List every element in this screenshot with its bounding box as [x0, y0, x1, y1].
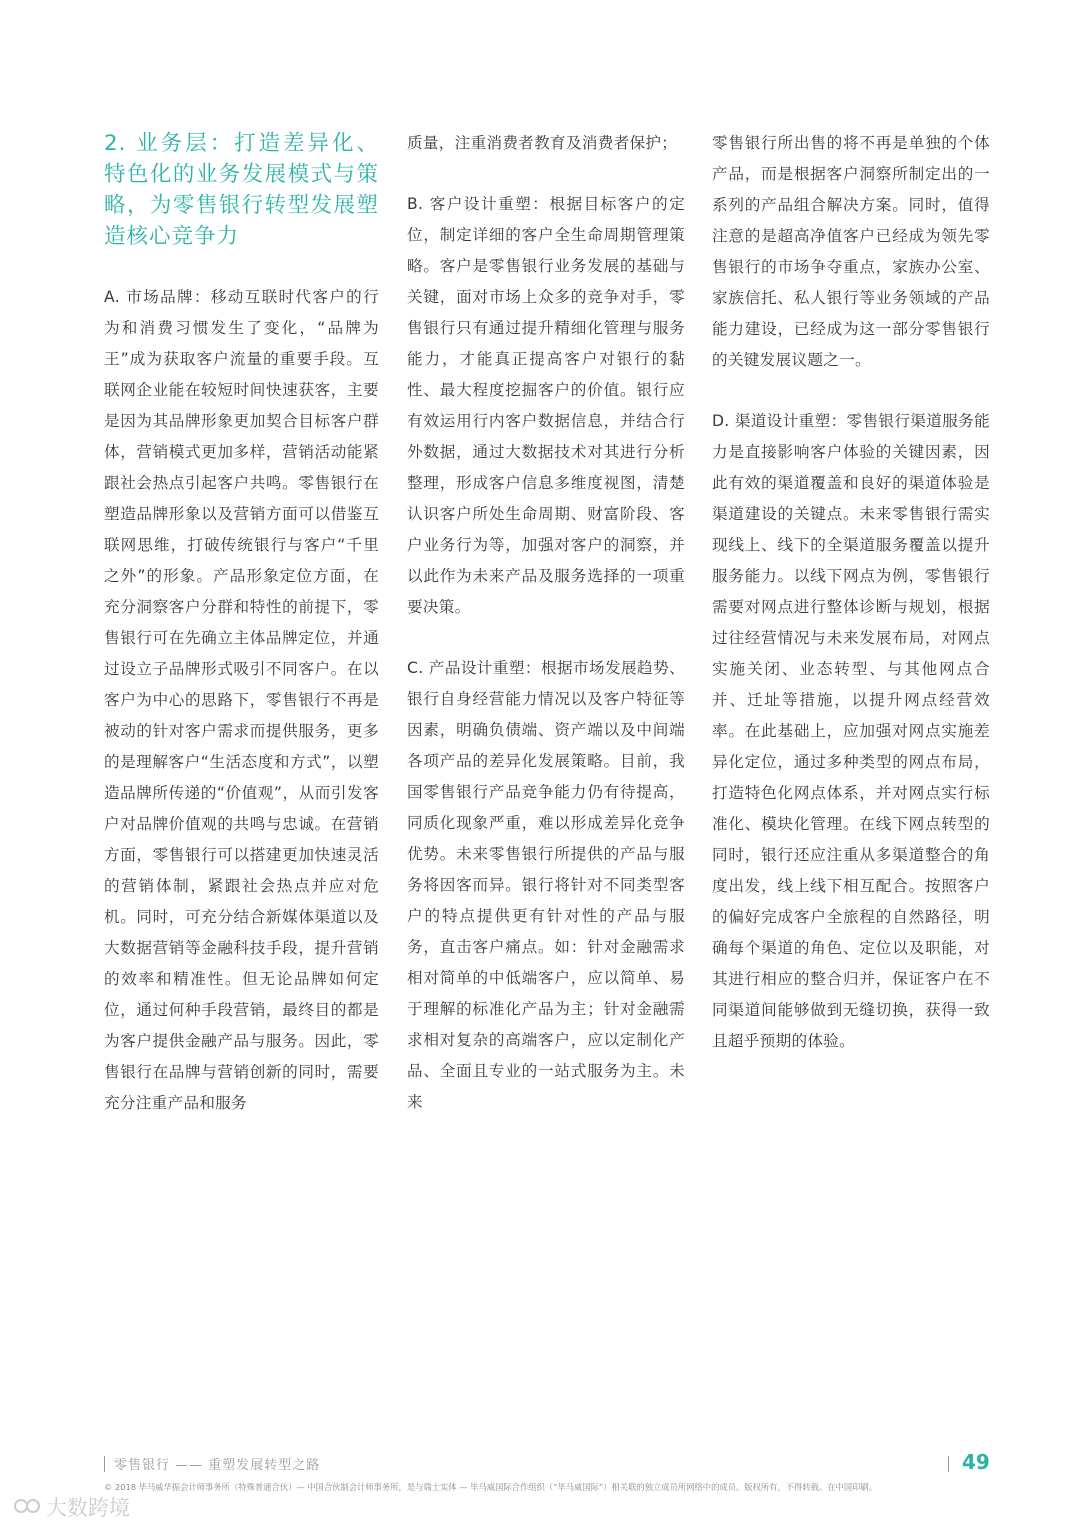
- page-number: 49: [962, 1450, 990, 1474]
- paragraph-c-product-design: C. 产品设计重塑：根据市场发展趋势、银行自身经营能力情况以及客户特征等因素，明确负债端、资产端以及中间端各项产品的差异化发展策略。目前，我国零售银行产品竞争能力仍有待提高，同质化现象严重，难以形成差异化竞争优势。未来零售银行所提供的产品与服务将因客而异。银行将针对不同类型客户的特点提供更有针对性的产品与服务，直击客户痛点。如：针对金融需求相对简单的中低端客户，应以简单、易于理解的标准化产品为主；针对金融需求相对复杂的高端客户，应以定制化产品、全面且专业的一站式服务为主。未来: [407, 659, 685, 1111]
- paragraph-a-continued: 质量，注重消费者教育及消费者保护；: [407, 134, 678, 152]
- copyright-notice: © 2018 毕马威华振会计师事务所（特殊普通合伙）— 中国合伙制会计师事务所，是与瑞士实体 — 毕马威国际合作组织（“毕马威国际”）相关联的独立成员所网络中的成员。版权所有，不得转载。在中国印刷。: [104, 1482, 878, 1492]
- paragraph-d-channel-design: D. 渠道设计重塑：零售银行渠道服务能力是直接影响客户体验的关键因素，因此有效的渠道覆盖和良好的渠道体验是渠道建设的关键点。未来零售银行需实现线上、线下的全渠道服务覆盖以提升服务能力。以线下网点为例，零售银行需要对网点进行整体诊断与规划，根据过往经营情况与未来发展布局，对网点实施关闭、业态转型、与其他网点合并、迁址等措施，以提升网点经营效率。在此基础上，应加强对网点实施差异化定位，通过多种类型的网点布局，打造特色化网点体系，并对网点实行标准化、模块化管理。在线下网点转型的同时，银行还应注重从多渠道整合的角度出发，线上线下相互配合。按照客户的偏好完成客户全旅程的自然路径，明确每个渠道的角色、定位以及职能，对其进行相应的整合归并，保证客户在不同渠道间能够做到无缝切换，获得一致且超乎预期的体验。: [712, 412, 990, 1050]
- column-1: [104, 128, 379, 1149]
- column-3: [712, 128, 990, 1087]
- watermark-text: 大数跨境: [46, 1496, 130, 1520]
- column-2: [407, 128, 685, 1148]
- paragraph-a-market-brand: A. 市场品牌：移动互联时代客户的行为和消费习惯发生了变化，“品牌为王”成为获取客户流量的重要手段。互联网企业能在较短时间快速获客，主要是因为其品牌形象更加契合目标客户群体，营销模式更加多样，营销活动能紧跟社会热点引起客户共鸣。零售银行在塑造品牌形象以及营销方面可以借鉴互联网思维，打破传统银行与客户“千里之外”的形象。产品形象定位方面，在充分洞察客户分群和特性的前提下，零售银行可在先确立主体品牌定位，并通过设立子品牌形式吸引不同客户。在以客户为中心的思路下，零售银行不再是被动的针对客户需求而提供服务，更多的是理解客户“生活态度和方式”，以塑造品牌所传递的“价值观”，从而引发客户对品牌价值观的共鸣与忠诚。在营销方面，零售银行可以搭建更加快速灵活的营销体制，紧跟社会热点并应对危机。同时，可充分结合新媒体渠道以及大数据营销等金融科技手段，提升营销的效率和精准性。但无论品牌如何定位，通过何种手段营销，最终目的都是为客户提供金融产品与服务。因此，零售银行在品牌与营销创新的同时，需要充分注重产品和服务: [104, 288, 379, 1112]
- footer-divider-right: [948, 1456, 949, 1472]
- paragraph-b-customer-design: B. 客户设计重塑：根据目标客户的定位，制定详细的客户全生命周期管理策略。客户是零售银行业务发展的基础与关键，面对市场上众多的竞争对手，零售银行只有通过提升精细化管理与服务能力，才能真正提高客户对银行的黏性、最大程度挖掘客户的价值。银行应有效运用行内客户数据信息，并结合行外数据，通过大数据技术对其进行分析整理，形成客户信息多维度视图，清楚认识客户所处生命周期、财富阶段、客户业务行为等，加强对客户的洞察，并以此作为未来产品及服务选择的一项重要决策。: [407, 195, 685, 616]
- watermark-logo-icon: [12, 1497, 42, 1515]
- footer-title: 零售银行 —— 重塑发展转型之路: [114, 1458, 321, 1473]
- footer-divider-left: [104, 1456, 105, 1472]
- section-heading: 2. 业务层：打造差异化、特色化的业务发展模式与策略，为零售银行转型发展塑造核心竞争力: [104, 131, 379, 249]
- paragraph-c-continued: 零售银行所出售的将不再是单独的个体产品，而是根据客户洞察所制定出的一系列的产品组合解决方案。同时，值得注意的是超高净值客户已经成为领先零售银行的市场争夺重点，家族办公室、家族信托、私人银行等业务领域的产品能力建设，已经成为这一部分零售银行的关键发展议题之一。: [712, 134, 990, 369]
